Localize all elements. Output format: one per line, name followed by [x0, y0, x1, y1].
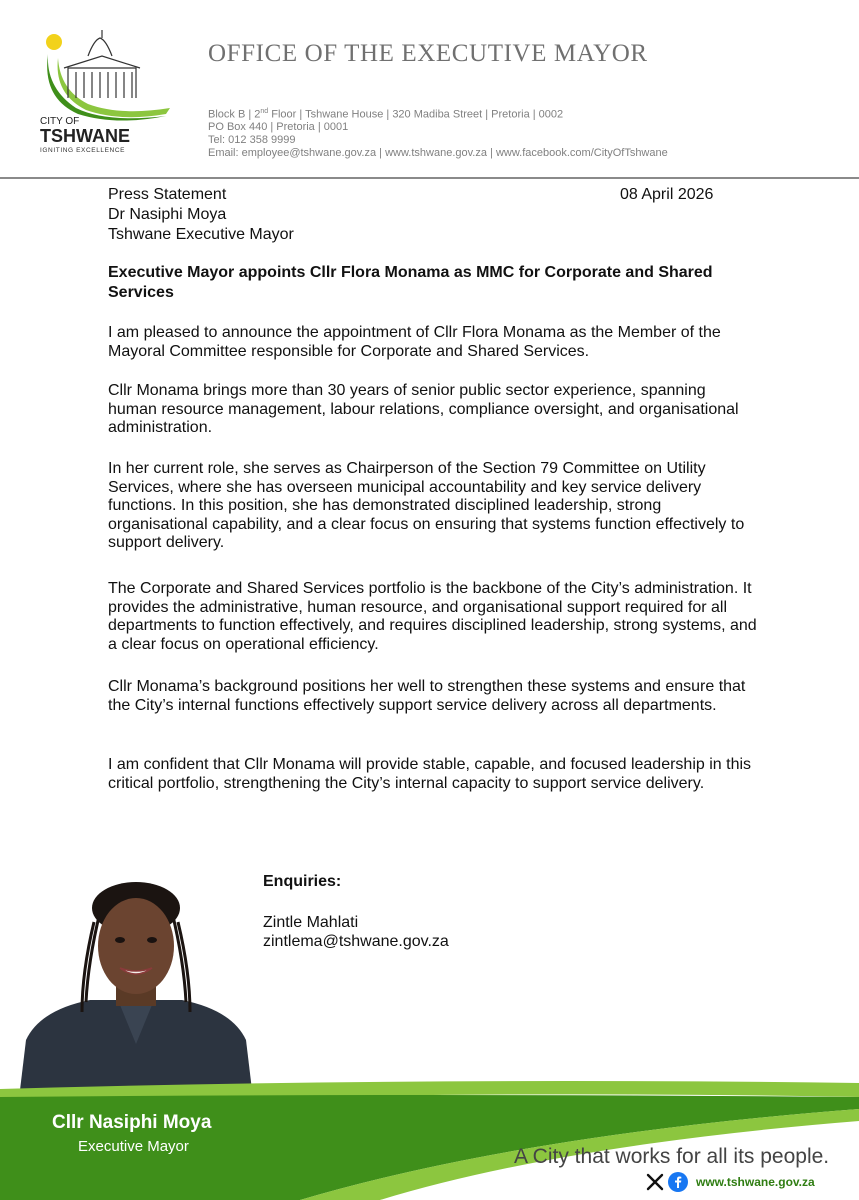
address-line-1	[208, 108, 563, 121]
logo-text-tagline: IGNITING EXCELLENCE	[40, 147, 126, 154]
office-title: OFFICE OF THE EXECUTIVE MAYOR	[208, 40, 648, 67]
facebook-icon[interactable]	[668, 1172, 688, 1192]
portrait-eye-right	[147, 937, 157, 943]
body-paragraph-4: The Corporate and Shared Services portfolio is the backbone of the City’s administration. It provides the administrative, human resource, and organisational support required for all departments to function effectively, and requires disciplined leadership, strong systems, and a clear focus on operational efficiency.	[108, 580, 757, 653]
body-paragraph-5: Cllr Monama’s background positions her well to strengthen these systems and ensure that the City’s internal functions effectively support service delivery across all departments.	[108, 678, 746, 714]
logo-text-city-of: CITY OF	[40, 116, 80, 127]
x-social-icon[interactable]	[645, 1172, 665, 1192]
logo-building	[64, 30, 140, 98]
logo-sun	[46, 34, 62, 50]
address-line-1-sup: nd	[260, 108, 269, 115]
logo-text-tshwane: TSHWANE	[40, 126, 130, 146]
portrait-eye-left	[115, 937, 125, 943]
author-title: Tshwane Executive Mayor	[108, 226, 294, 243]
footer-tagline: A City that works for all its people.	[514, 1145, 830, 1168]
footer-mayor-name: Cllr Nasiphi Moya	[52, 1112, 212, 1133]
portrait-face	[98, 898, 174, 994]
address-line-2: PO Box 440 | Pretoria | 0001	[208, 121, 349, 133]
enquiries-contact-name: Zintle Mahlati	[263, 914, 359, 931]
address-contact-links: Email: employee@tshwane.gov.za | www.tshwane.gov.za | www.facebook.com/CityOfTshwane	[208, 147, 668, 159]
body-paragraph-2: Cllr Monama brings more than 30 years of senior public sector experience, spanning human resource management, labour relations, compliance oversight, and organisational administration.	[108, 382, 739, 436]
statement-date: 08 April 2026	[620, 186, 714, 203]
mayor-portrait	[20, 872, 252, 1090]
header-divider	[0, 177, 859, 179]
address-phone: Tel: 012 358 9999	[208, 134, 296, 146]
statement-headline: Executive Mayor appoints Cllr Flora Monama as MMC for Corporate and Shared Services	[108, 264, 713, 301]
enquiries-contact-email[interactable]: zintlema@tshwane.gov.za	[263, 933, 449, 950]
city-of-tshwane-logo	[36, 28, 176, 158]
address-line-1-post: Floor | Tshwane House | 320 Madiba Street | Pretoria | 0002	[268, 108, 564, 121]
body-paragraph-3: In her current role, she serves as Chairperson of the Section 79 Committee on Utility Services, where she has overseen municipal accountability and key service delivery functions. In this position, she has demonstrated disciplined leadership, strong organisational capability, and a clear focus on ensuring that systems function effectively to support delivery.	[108, 460, 745, 551]
body-paragraph-6: I am confident that Cllr Monama will provide stable, capable, and focused leadership in this critical portfolio, strengthening the City’s internal capacity to support service delivery.	[108, 756, 752, 792]
enquiries-heading: Enquiries:	[263, 873, 342, 890]
body-paragraph-1: I am pleased to announce the appointment of Cllr Flora Monama as the Member of the Mayoral Committee responsible for Corporate and Shared Services.	[108, 324, 721, 360]
author-name: Dr Nasiphi Moya	[108, 206, 227, 223]
address-line-1-pre: Block B | 2	[208, 108, 261, 121]
statement-type: Press Statement	[108, 186, 227, 203]
footer-mayor-title: Executive Mayor	[78, 1138, 189, 1155]
footer-website-link[interactable]: www.tshwane.gov.za	[696, 1175, 815, 1189]
